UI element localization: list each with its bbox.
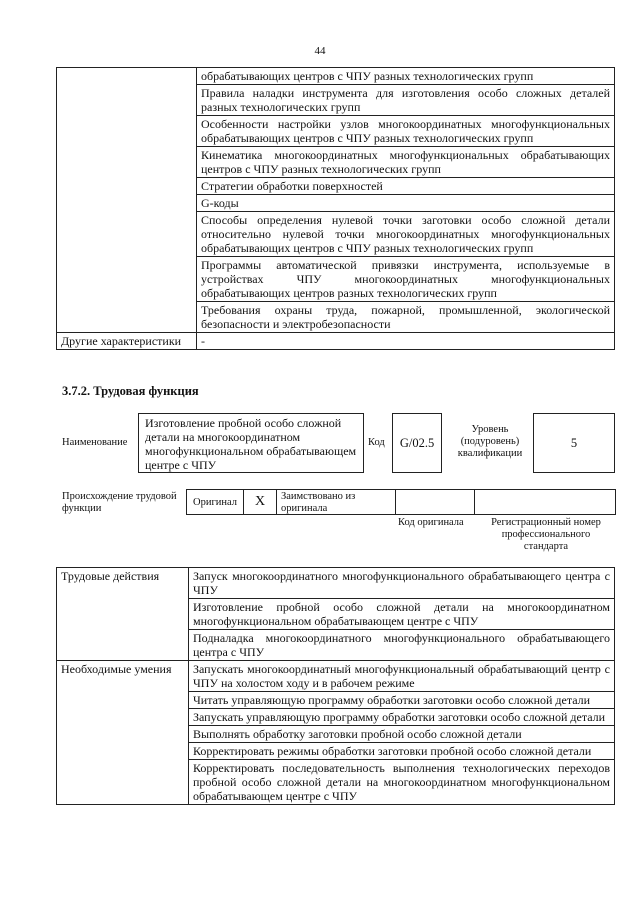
registration-number-cell bbox=[474, 489, 616, 515]
origin-row bbox=[186, 489, 616, 515]
table-row: Изготовление пробной особо сложной детали на многокоординатном многофункциональном обрабатывающем центре с ЧПУ bbox=[189, 599, 615, 630]
actions-label: Трудовые действия bbox=[57, 568, 189, 661]
code-original-caption: Код оригинала bbox=[398, 517, 464, 528]
table-row: Корректировать последовательность выполнения технологических переходов пробной особо сложной детали на многокоординатном многофункциональном обрабатывающем центре с ЧПУ bbox=[189, 760, 615, 805]
section-title: 3.7.2. Трудовая функция bbox=[62, 384, 199, 398]
borrowed-cell: Заимствовано из оригинала bbox=[276, 489, 396, 515]
table-row: Запускать многокоординатный многофункциональный обрабатывающий центр с ЧПУ на холостом ходу и в рабочем режиме bbox=[189, 661, 615, 692]
table-row: Особенности настройки узлов многокоординатных многофункциональных обрабатывающих центров с ЧПУ разных технологических групп bbox=[197, 116, 615, 147]
code-label: Код bbox=[368, 437, 385, 448]
table-row: Читать управляющую программу обработки заготовки особо сложной детали bbox=[189, 692, 615, 709]
table-row: G-коды bbox=[197, 195, 615, 212]
original-mark-cell: X bbox=[243, 489, 277, 515]
table-row: Правила наладки инструмента для изготовления особо сложных деталей разных технологических групп bbox=[197, 85, 615, 116]
table-row: Способы определения нулевой точки заготовки особо сложной детали относительно нулевой точки многокоординатных многофункциональных обрабатывающих центров с ЧПУ разных технологических групп bbox=[197, 212, 615, 257]
table-row: Выполнять обработку заготовки пробной особо сложной детали bbox=[189, 726, 615, 743]
name-label: Наименование bbox=[62, 437, 128, 448]
other-characteristics-value: - bbox=[197, 333, 615, 350]
table-row: Требования охраны труда, пожарной, промышленной, экологической безопасности и электробезопасности bbox=[197, 302, 615, 333]
table-row: Подналадка многокоординатного многофункционального обрабатывающего центра с ЧПУ bbox=[189, 630, 615, 661]
knowledge-table-continued bbox=[56, 67, 615, 350]
function-name-box: Изготовление пробной особо сложной детали на многокоординатном многофункциональном обрабатывающем центре с ЧПУ bbox=[138, 413, 364, 473]
original-cell bbox=[186, 489, 244, 515]
table-row: Кинематика многокоординатных многофункциональных обрабатывающих центров с ЧПУ разных технологических групп bbox=[197, 147, 615, 178]
skills-label: Необходимые умения bbox=[57, 661, 189, 805]
page-number: 44 bbox=[314, 45, 326, 57]
table-row: Запуск многокоординатного многофункционального обрабатывающего центра с ЧПУ bbox=[189, 568, 615, 599]
labor-function-table bbox=[56, 567, 615, 805]
registration-caption: Регистрационный номер профессионального стандарта bbox=[491, 517, 601, 552]
table-row: Запускать управляющую программу обработки заготовки особо сложной детали bbox=[189, 709, 615, 726]
origin-label: Происхождение трудовой функции bbox=[62, 491, 177, 514]
level-value-box: 5 bbox=[533, 413, 615, 473]
other-characteristics-label: Другие характеристики bbox=[57, 333, 197, 350]
original-label: Оригинал bbox=[193, 496, 237, 508]
empty-label-cell bbox=[57, 68, 197, 333]
level-label: Уровень (подуровень) квалификации bbox=[457, 424, 523, 459]
function-code-box: G/02.5 bbox=[392, 413, 442, 473]
table-row: Программы автоматической привязки инструмента, используемые в устройствах ЧПУ многокоординатных многофункциональных обрабатывающих центров разных технологических групп bbox=[197, 257, 615, 302]
original-code-cell bbox=[395, 489, 475, 515]
table-row: Корректировать режимы обработки заготовки пробной особо сложной детали bbox=[189, 743, 615, 760]
table-row: Стратегии обработки поверхностей bbox=[197, 178, 615, 195]
table-row: обрабатывающих центров с ЧПУ разных технологических групп bbox=[197, 68, 615, 85]
